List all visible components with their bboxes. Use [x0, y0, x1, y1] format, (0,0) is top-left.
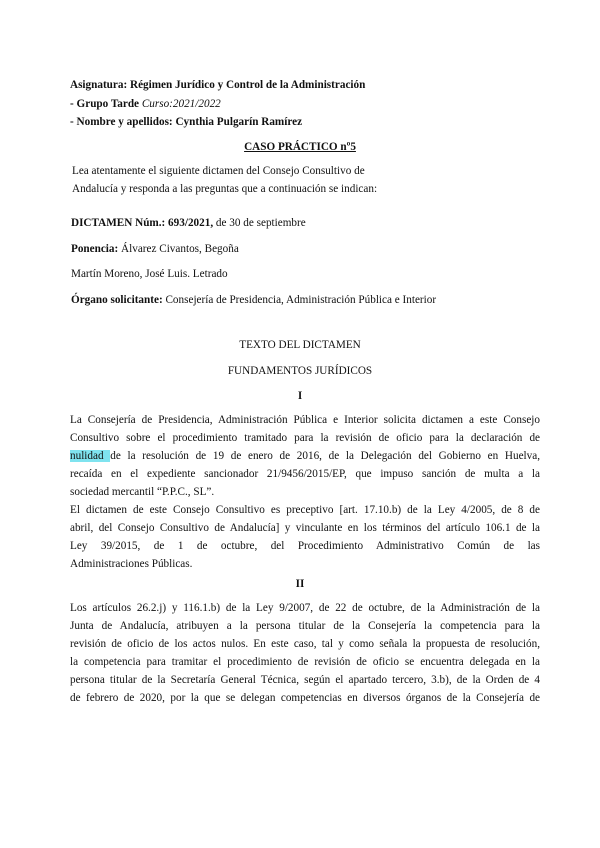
intro-line-2: Andalucía y responda a las preguntas que a continuación se indican: — [72, 183, 378, 195]
paragraph-3 — [70, 599, 540, 707]
asignatura-value: Régimen Jurídico y Control de la Administración — [129, 79, 366, 91]
p3-line-2: Junta de Andalucía, atribuyen a la persona titular de la Consejería la competencia para la — [70, 620, 540, 632]
asignatura-line — [70, 76, 365, 95]
texto-dictamen-title: TEXTO DEL DICTAMEN — [239, 339, 361, 351]
p2-line-4: Administraciones Públicas. — [70, 558, 193, 570]
dictamen-label: DICTAMEN Núm.: 693/2021, — [71, 217, 214, 229]
p3-line-4: la competencia para tramitar el procedimiento de revisión de oficio se encuentra delegada en la — [70, 656, 540, 668]
grupo-label: - Grupo Tarde — [70, 97, 140, 110]
p1-line-5: sociedad mercantil “P.P.C., SL”. — [70, 486, 215, 498]
ponencia-label: Ponencia: — [71, 243, 119, 255]
p1-line-3-rest: de la resolución de 19 de enero de 2016, de la Delegación del Gobierno en Huelva, — [110, 450, 540, 462]
grupo-line — [70, 95, 365, 114]
paragraph-1 — [70, 411, 540, 501]
section-2-numeral: II — [295, 578, 305, 590]
caso-title: CASO PRÁCTICO nº5 — [244, 141, 356, 153]
p2-line-2: abril, del Consejo Consultivo de Andalucía] y vinculante en los términos del artículo 106.1 de la — [70, 522, 540, 534]
intro-text — [72, 162, 432, 198]
curso-value: Curso:2021/2022 — [141, 97, 221, 110]
p2-line-1: El dictamen de este Consejo Consultivo es preceptivo [art. 17.10.b) de la Ley 4/2005, de 8 de — [70, 504, 540, 516]
intro-line-1: Lea atentamente el siguiente dictamen del Consejo Consultivo de — [72, 165, 365, 177]
p3-line-1: Los artículos 26.2.j) y 116.1.b) de la Ley 9/2007, de 22 de octubre, de la Administración de la — [70, 602, 540, 614]
nombre-label: - Nombre y apellidos: — [70, 116, 173, 128]
p1-line-1: La Consejería de Presidencia, Administración Pública e Interior solicita dictamen a este Consejo — [70, 414, 540, 426]
p1-line-3 — [70, 447, 540, 465]
dictamen-date: de 30 de septiembre — [213, 217, 306, 229]
nombre-line — [70, 113, 365, 132]
p3-line-5: persona titular de la Secretaría General Técnica, según el apartado tercero, 3.b), de la Orden de 4 — [70, 674, 540, 686]
ponencia-value: Álvarez Civantos, Begoña — [118, 243, 239, 255]
paragraph-2 — [70, 501, 540, 573]
p3-line-6: de febrero de 2020, por la que se delegan competencias en diversos órganos de la Consejería de — [70, 692, 540, 704]
p1-line-4: recaída en el expediente sancionador 21/9456/2015/EP, que impuso sanción de multa a la — [70, 468, 540, 480]
organo-value: Consejería de Presidencia, Administración Pública e Interior — [162, 294, 437, 306]
ponencia-line — [71, 240, 239, 258]
dictamen-line — [71, 214, 306, 232]
asignatura-label: Asignatura: — [70, 79, 128, 91]
p2-line-3: Ley 39/2015, de 1 de octubre, del Procedimiento Administrativo Común de las — [70, 540, 540, 552]
caso-title-line — [0, 138, 600, 156]
p3-line-3: revisión de oficio de los actos nulos. En este caso, tal y como señala la propuesta de resolución, — [70, 638, 540, 650]
organo-label: Órgano solicitante: — [71, 294, 163, 306]
letrado-line: Martín Moreno, José Luis. Letrado — [71, 268, 228, 280]
p1-line-2: Consultivo sobre el procedimiento tramitado para la revisión de oficio para la declaración de — [70, 432, 540, 444]
fundamentos-title: FUNDAMENTOS JURÍDICOS — [227, 365, 373, 377]
highlighted-word: nulidad — [70, 450, 111, 462]
nombre-value: Cynthia Pulgarín Ramírez — [175, 116, 303, 128]
organo-line — [71, 291, 436, 309]
section-1-numeral: I — [297, 390, 303, 402]
document-header — [70, 76, 365, 132]
